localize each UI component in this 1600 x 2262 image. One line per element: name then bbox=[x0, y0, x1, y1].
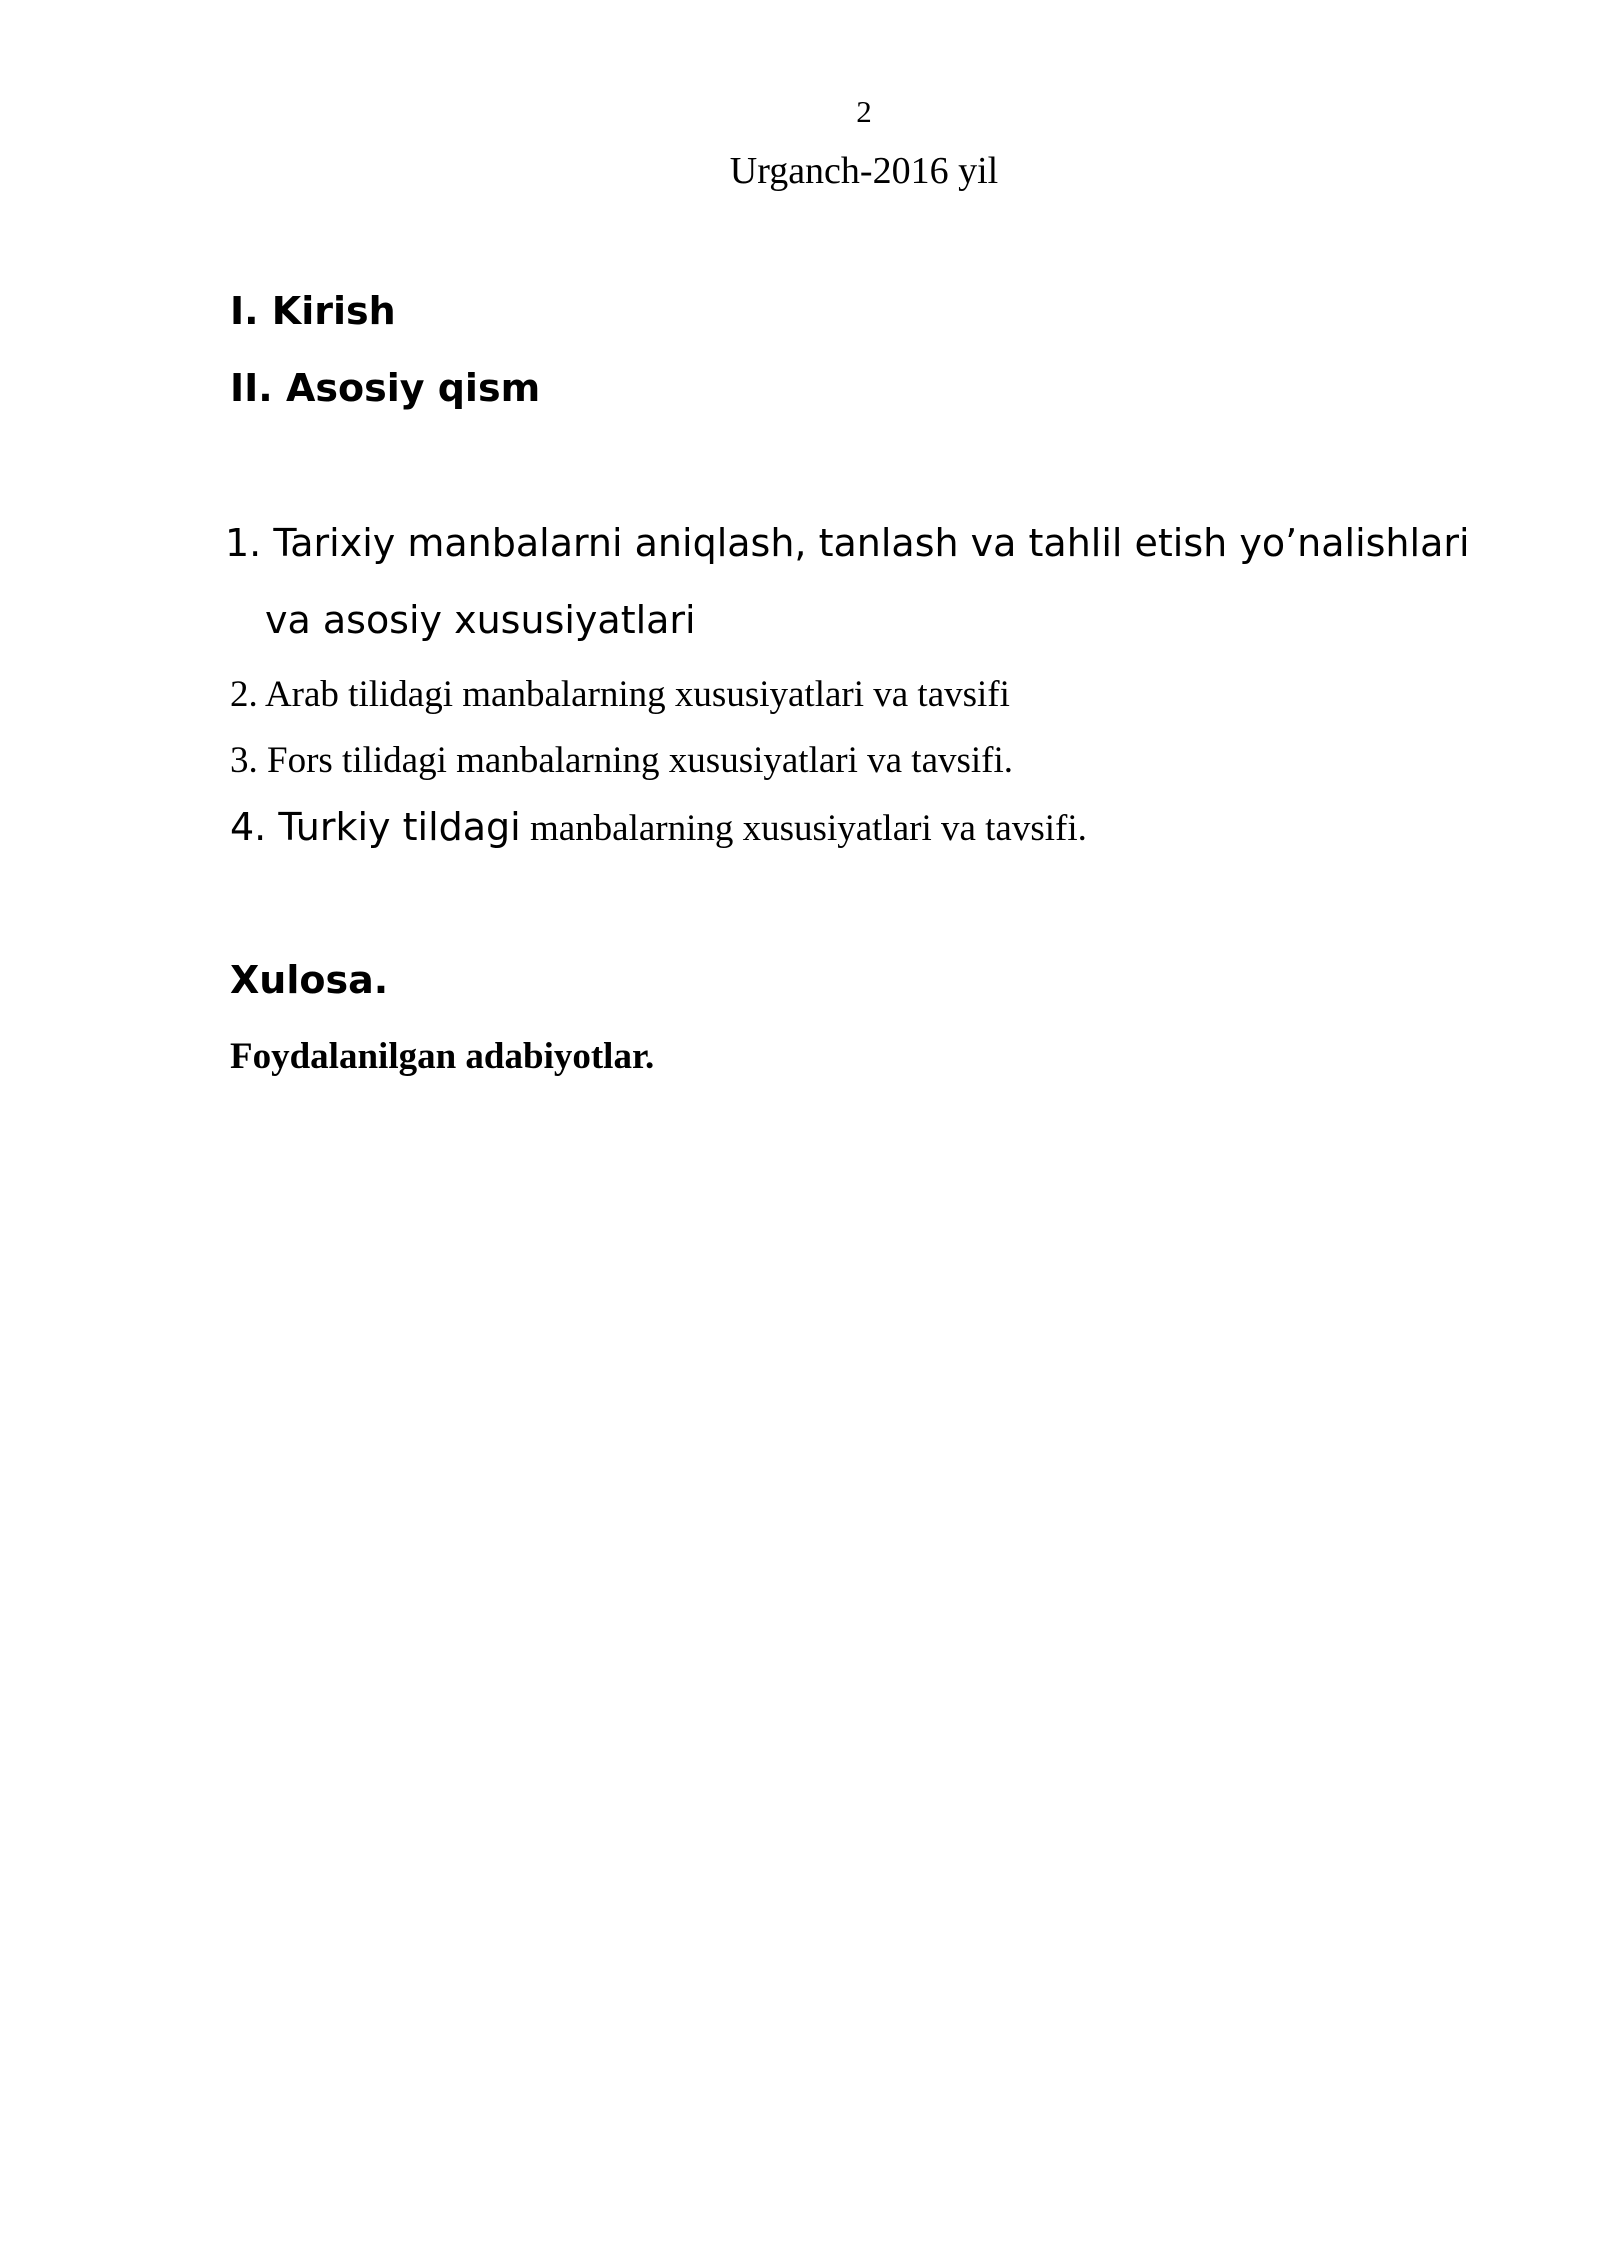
toc-references: Foydalanilgan adabiyotlar. bbox=[230, 1036, 655, 1077]
toc-main-part: II. Asosiy qism bbox=[230, 366, 541, 410]
toc-item-1-line-2: va asosiy xususiyatlari bbox=[265, 598, 696, 642]
toc-item-4 bbox=[230, 805, 1087, 849]
page-number: 2 bbox=[856, 94, 872, 129]
toc-item-3: 3. Fors tilidagi manbalarning xususiyatlari va tavsifi. bbox=[230, 740, 1014, 781]
toc-intro: I. Kirish bbox=[230, 289, 396, 333]
city-year: Urganch-2016 yil bbox=[729, 150, 999, 192]
toc-item-2: 2. Arab tilidagi manbalarning xususiyatlari va tavsifi bbox=[230, 674, 1010, 715]
toc-conclusion: Xulosa. bbox=[230, 958, 389, 1002]
toc-item-4-suffix: manbalarning xususiyatlari va tavsifi. bbox=[520, 808, 1087, 849]
toc-item-1-line-1: 1. Tarixiy manbalarni aniqlash, tanlash va tahlil etish yo’nalishlari bbox=[225, 521, 1470, 565]
toc-item-4-prefix: 4. Turkiy tildagi bbox=[230, 805, 521, 849]
